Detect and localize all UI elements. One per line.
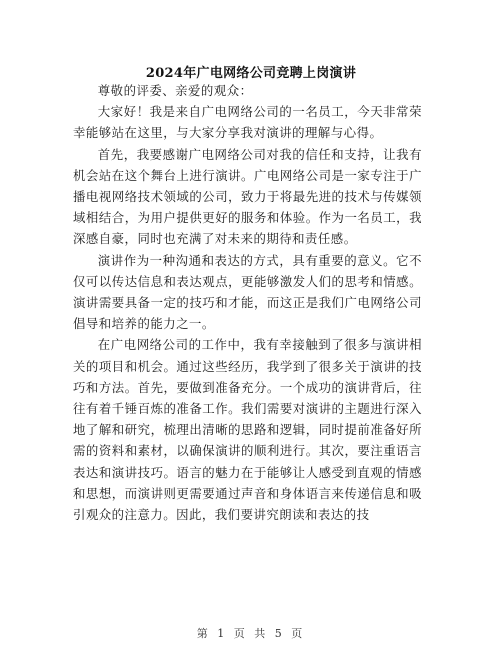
salutation: 尊敬的评委、亲爱的观众： — [97, 83, 253, 98]
paragraph: 在广电网络公司的工作中，我有幸接触到了很多与演讲相关的项目和机会。通过这些经历，我学到了很多关于演讲的技巧和方法。首先，要做到准备充分。一个成功的演讲背后，往往有着千锤百炼的准备工作。我们需要对演讲的主题进行深入地了解和研究，梳理出清晰的思路和逻辑，同时提前准备好所需的资料和素材，以确保演讲的顺利进行。其次，要注重语言表达和演讲技巧。语言的魅力在于能够让人感受到直观的情感和思想，而演讲则更需要通过声音和身体语言来传递信息和吸引观众的注意力。因此，我们要讲究朗读和表达的技 — [73, 337, 422, 523]
paragraph: 首先，我要感谢广电网络公司对我的信任和支持，让我有机会站在这个舞台上进行演讲。广电网络公司是一家专注于广播电视网络技术领域的公司，致力于将最先进的技术与传媒领域相结合，为用户提供更好的服务和体验。作为一名员工，我深感自豪，同时也充满了对未来的期待和责任感。 — [73, 146, 422, 247]
page-number: 第 1 页 共 5 页 — [196, 627, 306, 640]
document-title: 2024年广电网络公司竞聘上岗演讲 — [145, 66, 357, 81]
paragraph: 演讲作为一种沟通和表达的方式，具有重要的意义。它不仅可以传达信息和表达观点，更能够激发人们的思考和情感。演讲需要具备一定的技巧和才能，而这正是我们广电网络公司倡导和培养的能力之一。 — [73, 252, 422, 332]
document-body — [73, 80, 422, 525]
paragraph: 大家好！我是来自广电网络公司的一名员工，今天非常荣幸能够站在这里，与大家分享我对演讲的理解与心得。 — [73, 104, 422, 141]
